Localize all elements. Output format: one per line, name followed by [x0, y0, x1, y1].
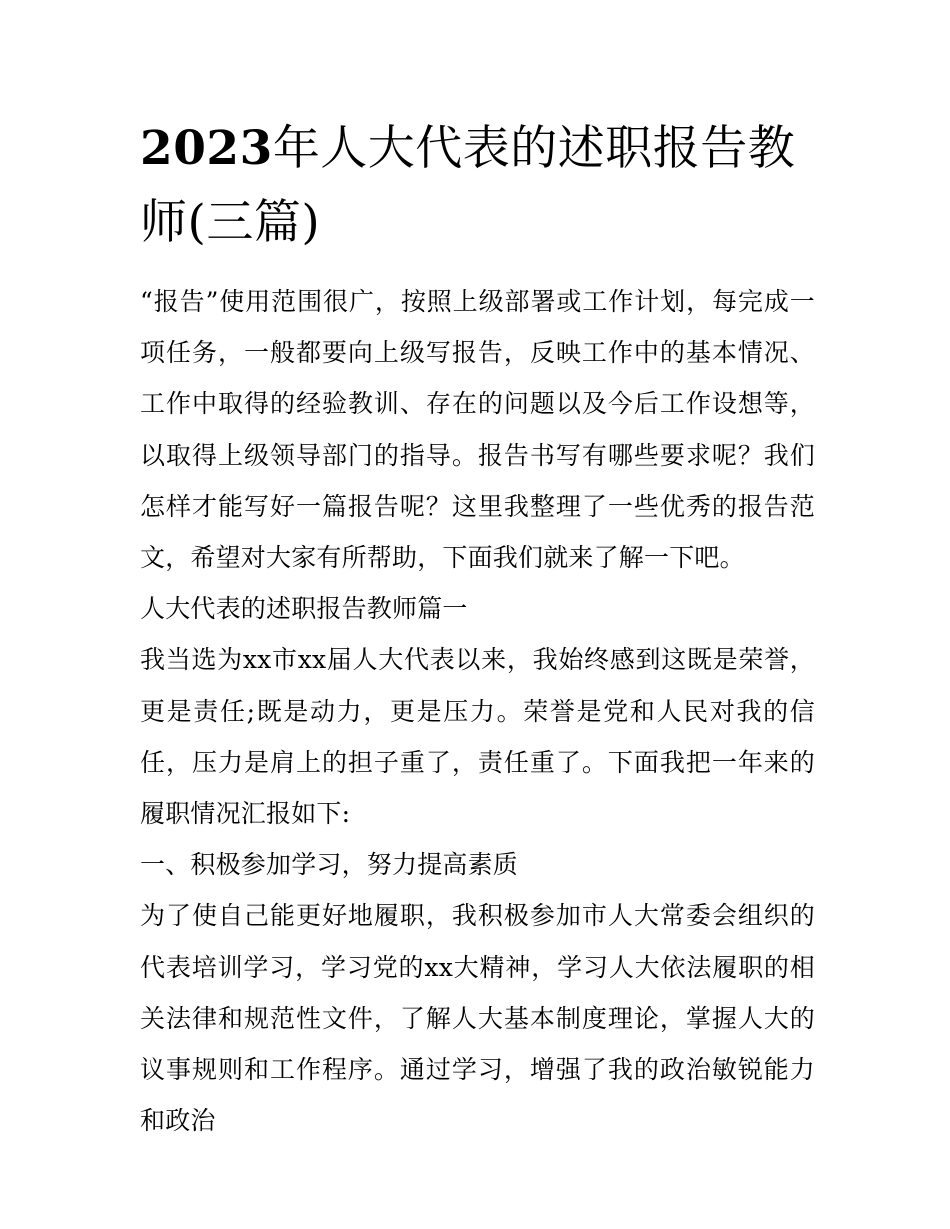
section-heading: 人大代表的述职报告教师篇一 — [140, 594, 468, 624]
title-year: 2023 — [140, 121, 273, 176]
subsection-heading: 一、积极参加学习，努力提高素质 — [140, 850, 519, 880]
title-text: 年人大代表的述职报告教师(三篇) — [140, 121, 796, 250]
body-paragraph: 我当选为xx市xx届人大代表以来，我始终感到这既是荣誉，更是责任;既是动力，更是压力。荣誉是党和人民对我的信任，压力是肩上的担子重了，责任重了。下面我把一年来的履职情况汇报如下: — [140, 645, 815, 829]
intro-paragraph: “报告”使用范围很广，按照上级部署或工作计划，每完成一项任务，一般都要向上级写报告，反映工作中的基本情况、工作中取得的经验教训、存在的问题以及今后工作设想等，以取得上级领导部门的指导。报告书写有哪些要求呢？我们怎样才能写好一篇报告呢？这里我整理了一些优秀的报告范文，希望对大家有所帮助，下面我们就来了解一下吧。 — [140, 287, 815, 573]
body-paragraph: 为了使自己能更好地履职，我积极参加市人大常委会组织的代表培训学习，学习党的xx大精神，学习人大依法履职的相关法律和规范性文件，了解人大基本制度理论，掌握人大的议事规则和工作程序。通过学习，增强了我的政治敏锐能力和政治 — [140, 901, 815, 1136]
document-title — [140, 112, 820, 260]
document-body — [140, 276, 815, 1146]
